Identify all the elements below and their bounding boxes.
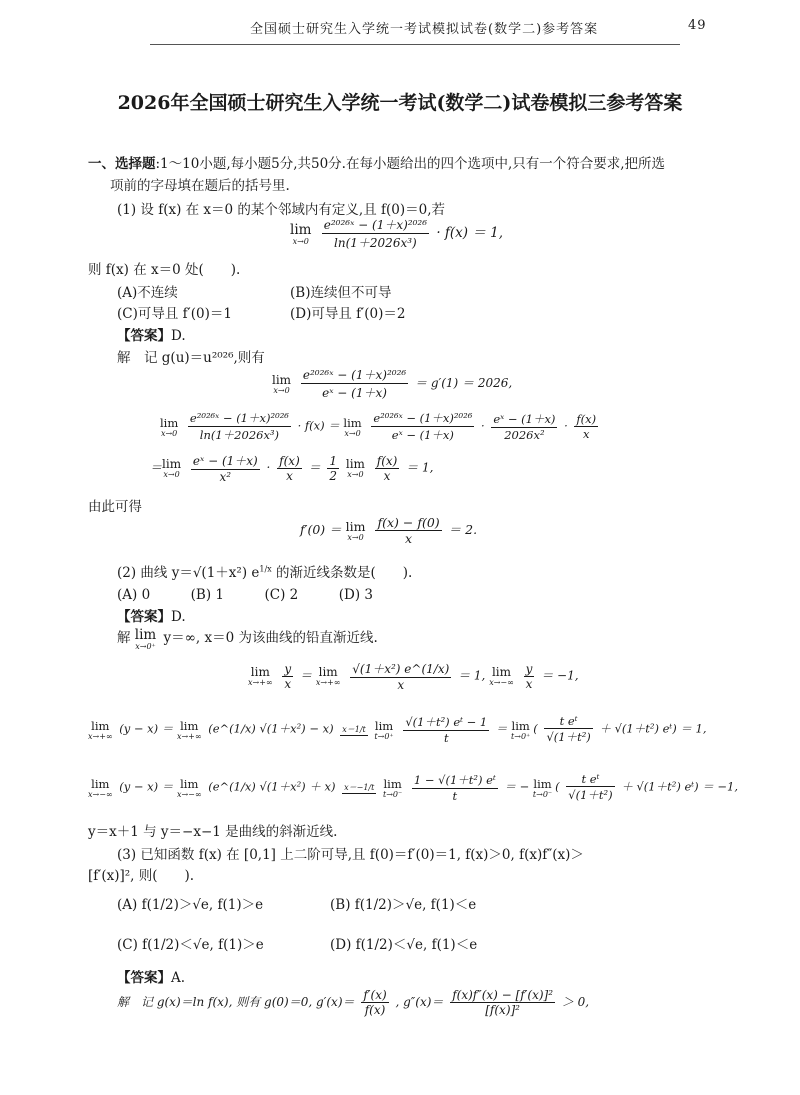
- q1-answer: 【答案】D.: [117, 328, 186, 344]
- q2-solution-line1: lim x→+∞ $\frac{y}{x}$ ＝ lim x→+∞ $\frac{\text{√(1＋x²) e\textasciicircum{}(1/x)}}{x}$ ＝ 1, lim x→−∞ $\frac{y}{x}$ ＝ −1,: [248, 661, 579, 692]
- header-rule: [150, 44, 680, 45]
- q3-option-c: (C) f(1/2)＜√e, f(1)＞e: [117, 937, 264, 953]
- q1-cond-numerator: e²⁰²⁶ˣ − (1＋x)²⁰²⁶: [323, 218, 428, 232]
- q1-stem: (1) 设 f(x) 在 x＝0 的某个邻域内有定义,且 f(0)＝0,若: [117, 202, 446, 218]
- q2-solution-line2: lim x→+∞ (y − x) ＝ lim x→+∞ (e^(1/x) √(1＋x²) − x) x＝1/t lim t→0⁺ $\frac{\text{√(1＋t²) eᵗ − 1}}{t}$ ＝ lim t→0⁺ ( $\frac{\text{t eᵗ}}{\text{√(1＋t²)}}$ ＋ √(1＋t²) eᵗ) ＝ 1,: [88, 714, 707, 745]
- q1-condition: lim x→0 $\frac{\text{e²⁰²⁶ˣ − (1＋x)²⁰²⁶}}{\text{ln(1＋2026x³)}}$ · f(x) ＝ 1,: [290, 218, 504, 250]
- q3-option-b: (B) f(1/2)＞√e, f(1)＜e: [330, 897, 477, 913]
- q1-hence: 由此可得: [88, 499, 142, 515]
- q1-solution-intro: 解 记 g(u)＝u²⁰²⁶,则有: [117, 350, 265, 366]
- section-heading-label: 一、选择题: [88, 156, 156, 172]
- q1-option-a: (A)不连续: [117, 285, 178, 301]
- q3-stem-line1: (3) 已知函数 f(x) 在 [0,1] 上二阶可导,且 f(0)＝f′(0)＝1, f(x)＞0, f(x)f″(x)＞: [117, 847, 584, 863]
- q1-option-c: (C)可导且 f′(0)＝1: [117, 306, 232, 322]
- q1-option-b: (B)连续但不可导: [290, 285, 392, 301]
- q1-ask: 则 f(x) 在 x＝0 处( ).: [88, 262, 241, 278]
- q2-solution-line3: lim x→−∞ (y − x) ＝ lim x→−∞ (e^(1/x) √(1＋x²) ＋ x) x＝−1/t lim t→0⁻ $\frac{\text{1 − √(1＋t²) eᵗ}}{t}$ ＝ − lim t→0⁻ ( $\frac{\text{t eᵗ}}{\text{√(1＋t²)}}$ ＋ √(1＋t²) eᵗ) ＝ −1,: [88, 772, 739, 803]
- q1-cond-denominator: ln(1＋2026x³): [334, 236, 417, 250]
- q2-options: (A) 0 (B) 1 (C) 2 (D) 3: [117, 587, 373, 603]
- q3-option-d: (D) f(1/2)＜√e, f(1)＜e: [330, 937, 478, 953]
- section-heading: [88, 152, 665, 172]
- section-heading-text: :1～10小题,每小题5分,共50分.在每小题给出的四个选项中,只有一个符合要求,把所选: [155, 156, 666, 172]
- q2-conclusion: y＝x＋1 与 y＝−x−1 是曲线的斜渐近线.: [88, 824, 338, 840]
- q1-option-d: (D)可导且 f′(0)＝2: [290, 306, 406, 322]
- q2-stem: (2) 曲线 y＝√(1＋x²) $e^{1/x}$ 的渐近线条数是( ).: [117, 564, 413, 581]
- page-number: 49: [688, 18, 707, 33]
- q3-stem-line2: [f′(x)]², 则( ).: [88, 868, 195, 884]
- page-title: 2026年全国硕士研究生入学统一考试(数学二)试卷模拟三参考答案: [117, 92, 683, 114]
- q3-option-a: (A) f(1/2)＞√e, f(1)＞e: [117, 897, 264, 913]
- q1-solution-line3: ＝ lim x→0 $\frac{\text{eˣ − (1＋x)}}{\text{x²}}$ · $\frac{f(x)}{x}$ ＝ $\frac{1}{2}$ lim x→0 $\frac{f(x)}{x}$ ＝ 1,: [150, 453, 434, 484]
- q1-solution-line1: lim x→0 $\frac{\text{e²⁰²⁶ˣ − (1＋x)²⁰²⁶}}{\text{eˣ − (1＋x)}}$ ＝ g′(1) ＝ 2026,: [272, 368, 513, 400]
- section-heading-line2: 项前的字母填在题后的括号里.: [110, 178, 290, 194]
- q2-answer: 【答案】D.: [117, 609, 186, 625]
- q1-final: f′(0) ＝ lim x→0 $\frac{f(x) - f(0)}{x}$ ＝ 2.: [300, 515, 478, 546]
- q3-answer: 【答案】A.: [117, 970, 186, 986]
- q3-solution: 解 记 g(x)＝ln f(x), 则有 g(0)＝0, g′(x)＝ $\frac{f'(x)}{f(x)}$ , g″(x)＝ $\frac{\text{f(x)f″(x) − [f′(x)]²}}{\text{[f(x)]²}}$ ＞ 0,: [117, 988, 590, 1017]
- running-header-title: 全国硕士研究生入学统一考试模拟试卷(数学二)参考答案: [250, 22, 599, 37]
- q2-solution-intro: 解 lim x→0⁺ y＝∞, x＝0 为该曲线的铅直渐近线.: [117, 626, 378, 651]
- q1-solution-line2: lim x→0 $\frac{\text{e²⁰²⁶ˣ − (1＋x)²⁰²⁶}}{\text{ln(1＋2026x³)}}$ · f(x) ＝ lim x→0 $\frac{\text{e²⁰²⁶ˣ − (1＋x)²⁰²⁶}}{\text{eˣ − (1＋x)}}$ · $\frac{\text{eˣ − (1＋x)}}{\text{2026x²}}$ · $\frac{f(x)}{x}$: [160, 411, 597, 442]
